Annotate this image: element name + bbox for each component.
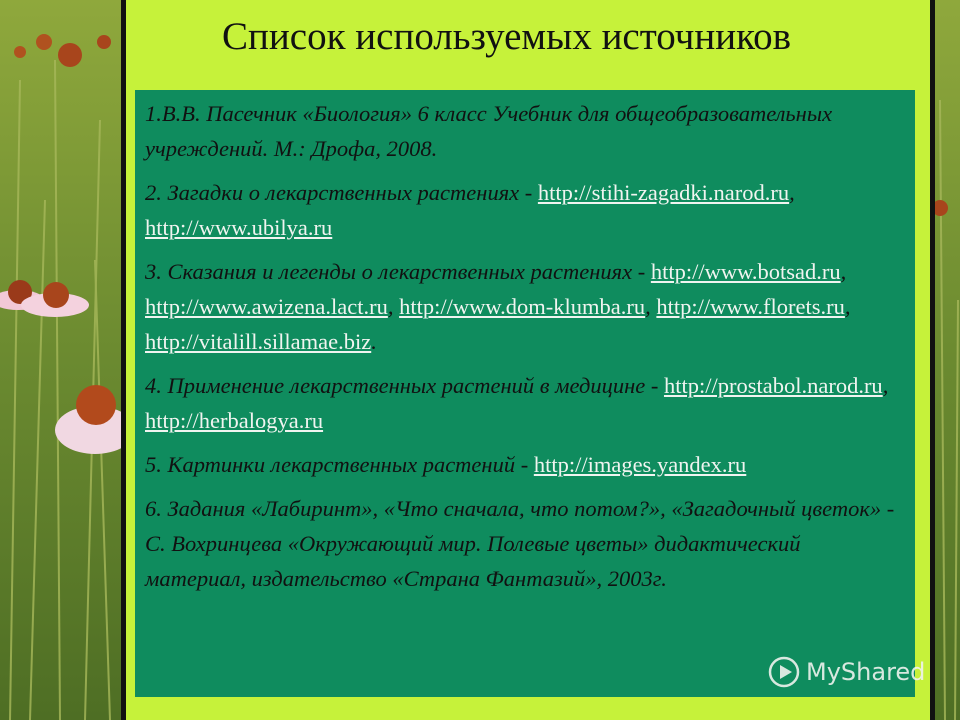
separator: ,	[789, 180, 795, 205]
source-text: 3. Сказания и легенды о лекарственных растениях -	[145, 259, 651, 284]
separator: .	[371, 329, 377, 354]
separator: ,	[645, 294, 657, 319]
source-text: 2. Загадки о лекарственных растениях -	[145, 180, 538, 205]
slide-title: Список используемых источников	[222, 15, 792, 58]
source-item	[145, 447, 905, 482]
source-link[interactable]: http://prostabol.narod.ru	[663, 373, 883, 398]
source-text: 1.В.В. Пасечник «Биология» 6 класс Учебник для общеобразовательных учреждений. М.: Дрофа, 2008.	[145, 101, 833, 161]
source-link[interactable]: http://www.awizena.lact.ru	[145, 294, 388, 319]
source-link[interactable]: http://vitalill.sillamae.biz	[145, 329, 372, 354]
source-link[interactable]: http://www.florets.ru	[656, 294, 845, 319]
source-item	[145, 254, 905, 359]
source-item	[145, 491, 905, 596]
play-icon	[768, 656, 800, 688]
separator: ,	[882, 373, 889, 398]
source-link[interactable]: http://www.botsad.ru	[650, 259, 841, 284]
source-link[interactable]: http://images.yandex.ru	[533, 452, 747, 477]
source-link[interactable]: http://www.ubilya.ru	[145, 215, 333, 240]
sources-list	[135, 90, 915, 697]
source-link[interactable]: http://www.dom-klumba.ru	[399, 294, 646, 319]
source-text: 4. Применение лекарственных растений в медицине -	[145, 373, 664, 398]
source-item	[145, 96, 905, 166]
separator: ,	[844, 294, 851, 319]
source-item	[145, 175, 905, 245]
source-link[interactable]: http://herbalogya.ru	[145, 408, 324, 433]
source-link[interactable]: http://stihi-zagadki.narod.ru	[537, 180, 790, 205]
source-text: 6. Задания «Лабиринт», «Что сначала, что потом?», «Загадочный цветок» - С. Вохринцева «Окружающий мир. Полевые цветы» дидактический материал, издательство «Страна Фантазий», 2003г.	[145, 496, 895, 591]
separator: ,	[387, 294, 400, 319]
separator: ,	[840, 259, 847, 284]
watermark-text: MyShared	[806, 658, 926, 686]
myshared-watermark	[768, 656, 925, 688]
source-item	[145, 368, 905, 438]
source-text: 5. Картинки лекарственных растений -	[145, 452, 534, 477]
